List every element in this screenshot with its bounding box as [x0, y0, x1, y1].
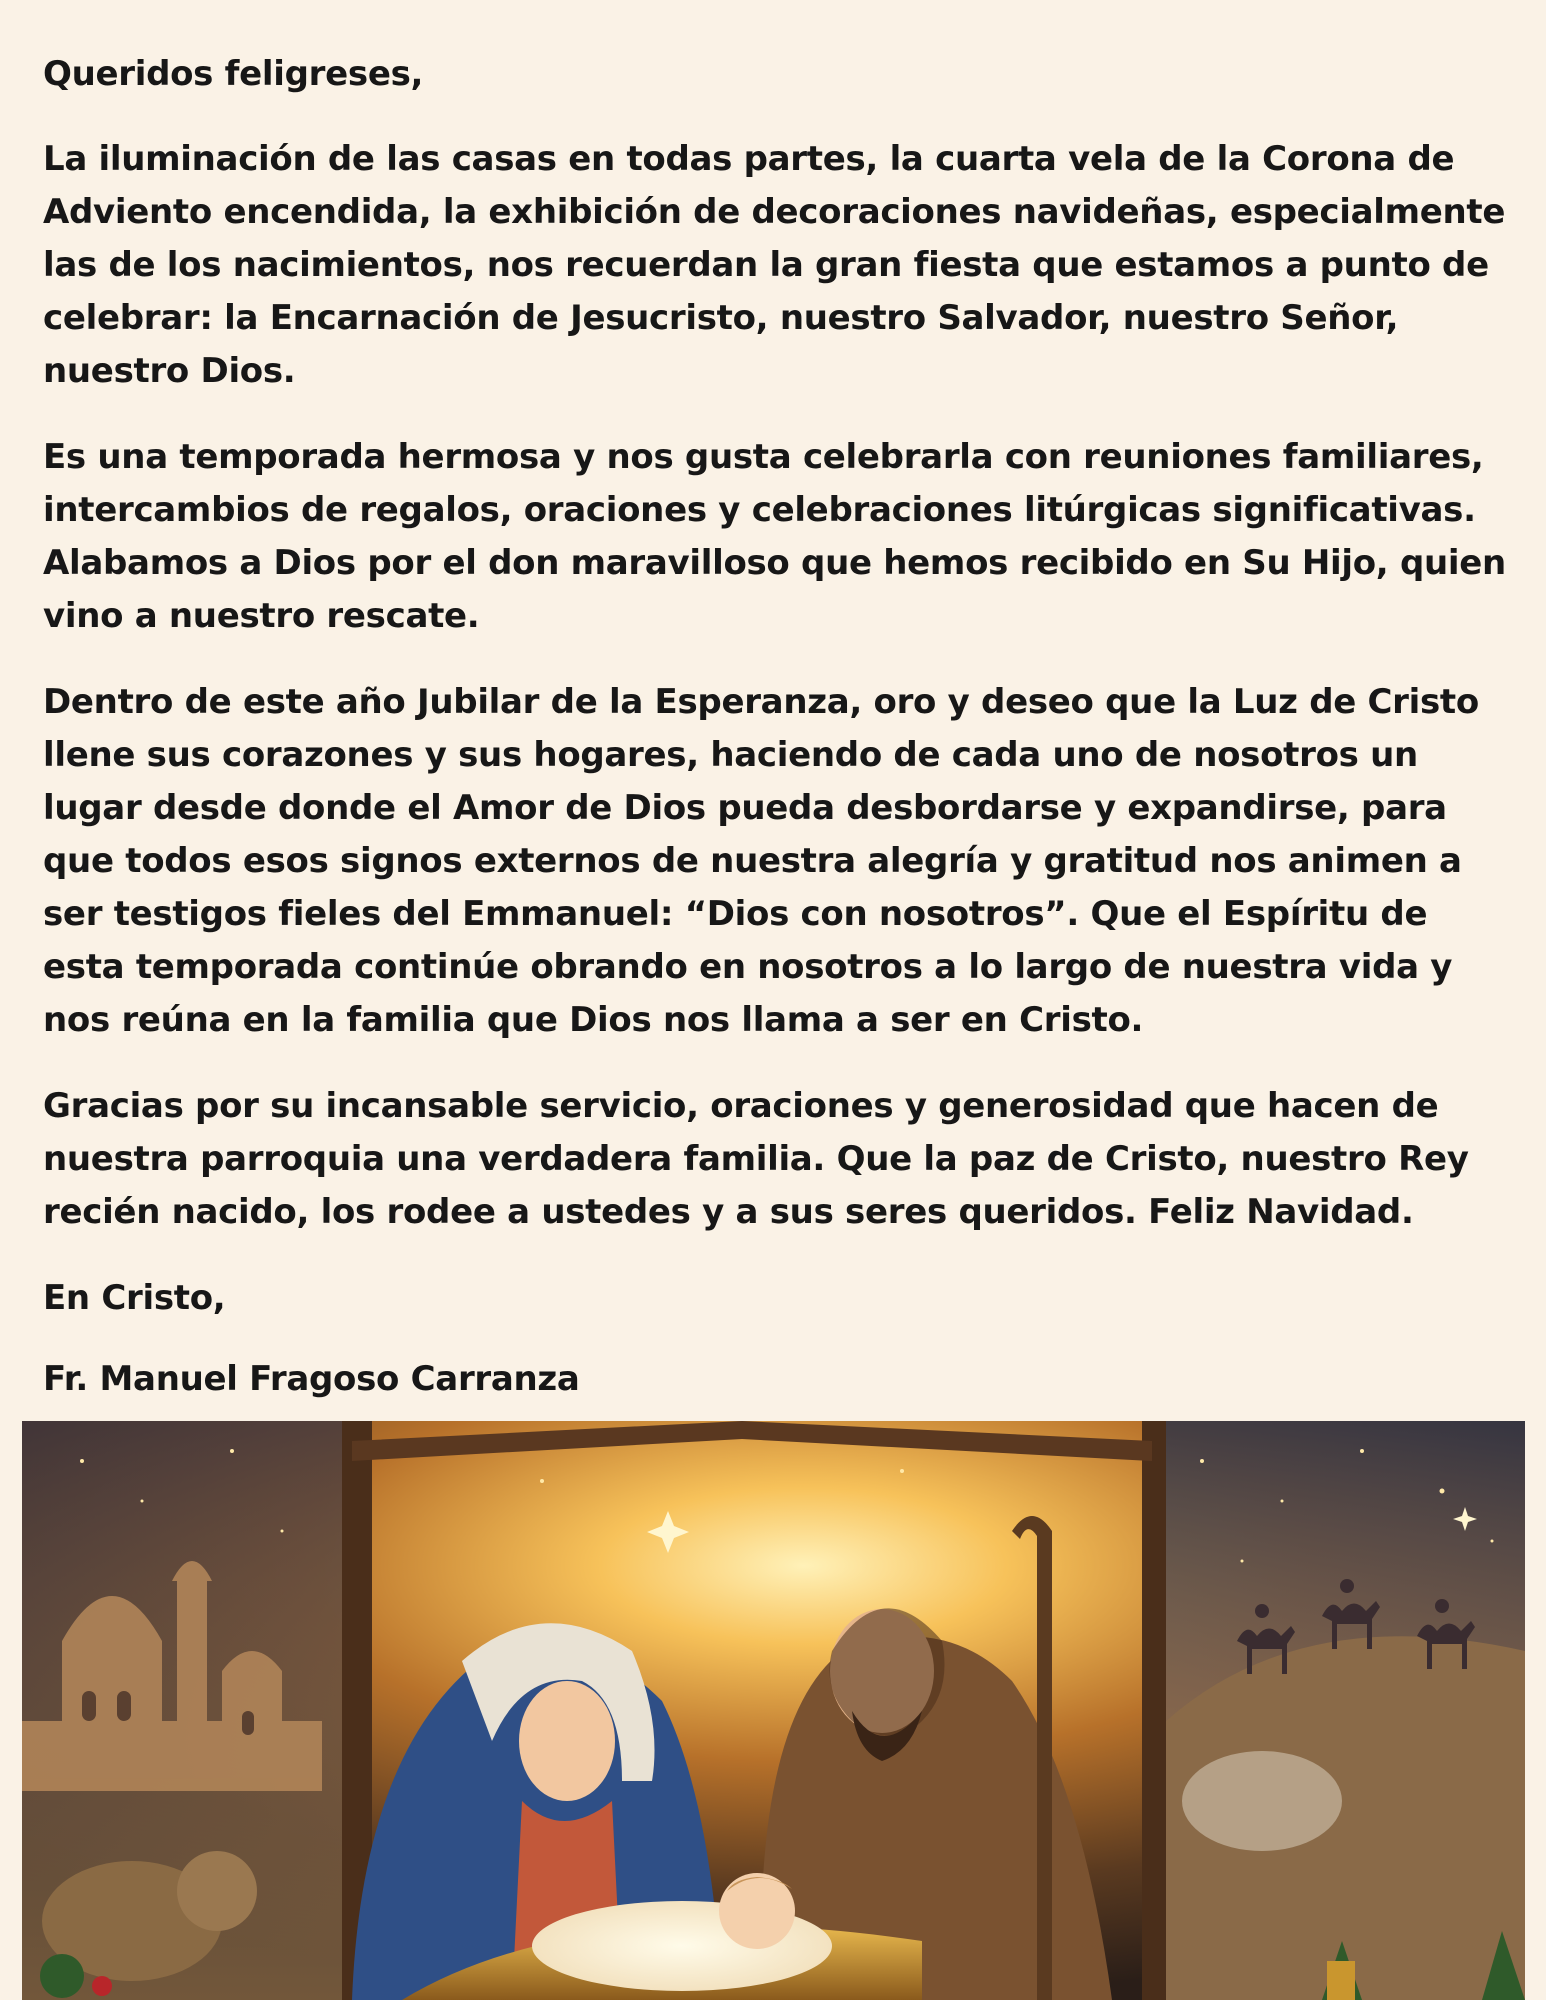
- letter-paragraph-2: Es una temporada hermosa y nos gusta celebrarla con reuniones familiares, intercambios de regalos, oraciones y celebraciones litúrgicas significativas. Alabamos a Dios por el don maravilloso que hemos recibido en Su Hijo, quien vino a nuestro rescate.: [43, 437, 1506, 636]
- letter-closing: En Cristo,: [43, 1278, 226, 1318]
- letter-signature: Fr. Manuel Fragoso Carranza: [43, 1359, 580, 1399]
- letter-greeting: Queridos feligreses,: [43, 54, 424, 94]
- letter-paragraph-3: Dentro de este año Jubilar de la Esperanza, oro y deseo que la Luz de Cristo llene sus corazones y sus hogares, haciendo de cada uno de nosotros un lugar desde donde el Amor de Dios pueda desbordarse y expandirse, para que todos esos signos externos de nuestra alegría y gratitud nos animen a ser testigos fieles del Emmanuel: “Dios con nosotros”. Que el Espíritu de esta temporada continúe obrando en nosotros a lo largo de nuestra vida y nos reúna en la familia que Dios nos llama a ser en Cristo.: [43, 682, 1479, 1040]
- letter-paragraph-1: La iluminación de las casas en todas partes, la cuarta vela de la Corona de Adviento encendida, la exhibición de decoraciones navideñas, especialmente las de los nacimientos, nos recuerdan la gran fiesta que estamos a punto de celebrar: la Encarnación de Jesucristo, nuestro Salvador, nuestro Señor, nuestro Dios.: [43, 139, 1506, 391]
- letter-paragraph-4: Gracias por su incansable servicio, oraciones y generosidad que hacen de nuestra parroquia una verdadera familia. Que la paz de Cristo, nuestro Rey recién nacido, los rodee a ustedes y a sus seres queridos. Feliz Navidad.: [43, 1086, 1469, 1232]
- nativity-illustration: [22, 1421, 1525, 2000]
- letter-body: [43, 48, 1513, 1406]
